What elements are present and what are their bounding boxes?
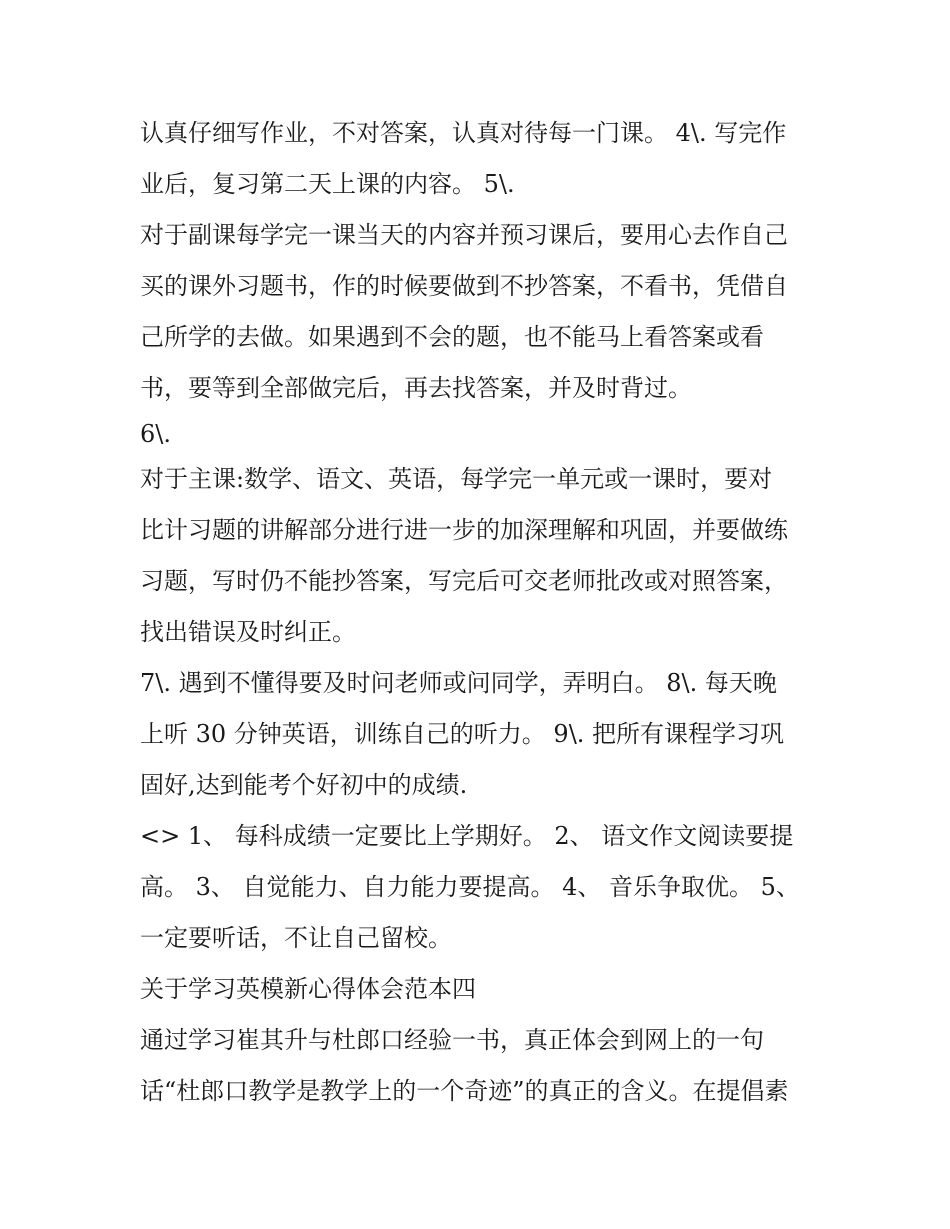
text-line: 一定要听话，不让自己留校。 (140, 924, 452, 952)
text-line: 高。 3、 自觉能力、自力能力要提高。 4、 音乐争取优。 5、 (140, 873, 800, 901)
text-line: 7\. 遇到不懂得要及时问老师或问同学，弄明白。 8\. 每天晚 (140, 669, 777, 697)
text-line: 业后，复习第二天上课的内容。 5\. (140, 170, 515, 198)
text-line: 找出错误及时纠正。 (140, 618, 356, 646)
document-body (140, 108, 820, 1117)
text-line: 认真仔细写作业，不对答案，认真对待每一门课。 4\. 写完作 (140, 119, 787, 147)
text-line: 固好,达到能考个好初中的成绩. (140, 771, 468, 799)
text-line: 买的课外习题书，作的时候要做到不抄答案，不看书，凭借自 (140, 272, 788, 300)
text-line: 习题，写时仍不能抄答案，写完后可交老师批改或对照答案， (140, 567, 788, 595)
text-line: 对于副课每学完一课当天的内容并预习课后，要用心去作自己 (140, 221, 788, 249)
text-line: 己所学的去做。如果遇到不会的题，也不能马上看答案或看 (140, 323, 764, 351)
text-line: 对于主课:数学、语文、英语，每学完一单元或一课时，要对 (140, 465, 773, 493)
text-line: 通过学习崔其升与杜郎口经验一书，真正体会到网上的一句 (140, 1026, 764, 1054)
section-heading: 关于学习英模新心得体会范本四 (140, 975, 476, 1003)
text-line: 6\. (140, 420, 171, 448)
text-line: 话“杜郎口教学是教学上的一个奇迹”的真正的含义。在提倡素 (140, 1077, 789, 1105)
text-line: 上听 30 分钟英语，训练自己的听力。 9\. 把所有课程学习巩 (140, 720, 785, 748)
text-line: <> 1、 每科成绩一定要比上学期好。 2、 语文作文阅读要提 (140, 822, 794, 850)
text-line: 书，要等到全部做完后，再去找答案，并及时背过。 (140, 374, 692, 402)
text-line: 比计习题的讲解部分进行进一步的加深理解和巩固，并要做练 (140, 516, 788, 544)
